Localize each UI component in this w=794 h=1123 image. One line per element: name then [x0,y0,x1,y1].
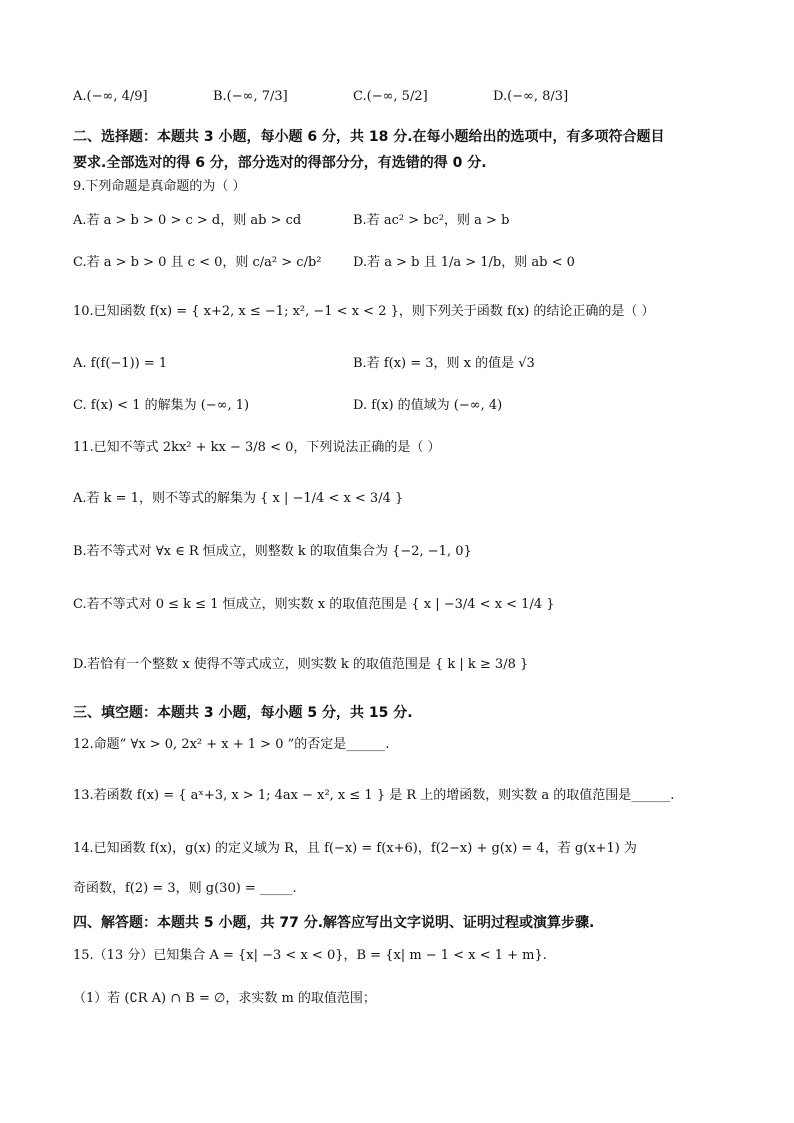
section4-heading: 四、解答题：本题共 5 小题，共 77 分.解答应写出文字说明、证明过程或演算步骤. [73,915,595,931]
q10-stem: 10.已知函数 f(x) = { x+2, x ≤ −1; x², −1 < x < 2 }，则下列关于函数 f(x) 的结论正确的是（ ） [73,304,655,319]
q9-option-b: B.若 ac² > bc²，则 a > b [353,213,510,228]
q13-stem: 13.若函数 f(x) = { aˣ+3, x > 1; 4ax − x², x ≤ 1 } 是 R 上的增函数，则实数 a 的取值范围是______. [73,788,675,803]
q10-option-d: D. f(x) 的值域为 (−∞, 4) [353,398,503,413]
q14-line2: 奇函数，f(2) = 3，则 g(30) = _____. [73,881,297,896]
q9-option-d: D.若 a > b 且 1/a > 1/b，则 ab < 0 [353,255,575,270]
q10-option-a: A. f(f(−1)) = 1 [73,356,168,371]
q12-stem: 12.命题“ ∀x > 0, 2x² + x + 1 > 0 ”的否定是______. [73,737,390,752]
q15-stem: 15.（13 分）已知集合 A = {x| −3 < x < 0}，B = {x| m − 1 < x < 1 + m}. [73,948,547,963]
q9-stem: 9.下列命题是真命题的为（ ） [73,179,246,194]
q11-stem: 11.已知不等式 2kx² + kx − 3/8 < 0，下列说法正确的是（ ） [73,440,441,455]
q11-option-d: D.若恰有一个整数 x 使得不等式成立，则实数 k 的取值范围是 { k | k ≥ 3/8 } [73,657,529,672]
q8-option-b: B.(−∞, 7/3] [213,89,288,104]
section2-heading-line1: 二、选择题：本题共 3 小题，每小题 6 分，共 18 分.在每小题给出的选项中，有多项符合题目 [73,129,665,145]
q8-option-d: D.(−∞, 8/3] [493,89,569,104]
q10-option-b: B.若 f(x) = 3，则 x 的值是 √3 [353,356,535,371]
q8-option-a: A.(−∞, 4/9] [73,89,148,104]
section3-heading: 三、填空题：本题共 3 小题，每小题 5 分，共 15 分. [73,705,413,721]
q11-option-b: B.若不等式对 ∀x ∈ R 恒成立，则整数 k 的取值集合为 {−2, −1, 0} [73,544,472,559]
q14-line1: 14.已知函数 f(x)，g(x) 的定义域为 R，且 f(−x) = f(x+6)，f(2−x) + g(x) = 4，若 g(x+1) 为 [73,841,637,856]
section2-heading-line2: 要求.全部选对的得 6 分，部分选对的得部分分，有选错的得 0 分. [73,155,487,171]
q15-part1: （1）若 (∁R A) ∩ B = ∅，求实数 m 的取值范围； [73,991,376,1006]
q9-option-a: A.若 a > b > 0 > c > d，则 ab > cd [73,213,302,228]
q11-option-c: C.若不等式对 0 ≤ k ≤ 1 恒成立，则实数 x 的取值范围是 { x | −3/4 < x < 1/4 } [73,597,555,612]
q8-option-c: C.(−∞, 5/2] [353,89,428,104]
q10-option-c: C. f(x) < 1 的解集为 (−∞, 1) [73,398,250,413]
q9-option-c: C.若 a > b > 0 且 c < 0，则 c/a² > c/b² [73,255,322,270]
q11-option-a: A.若 k = 1，则不等式的解集为 { x | −1/4 < x < 3/4 } [73,491,404,506]
